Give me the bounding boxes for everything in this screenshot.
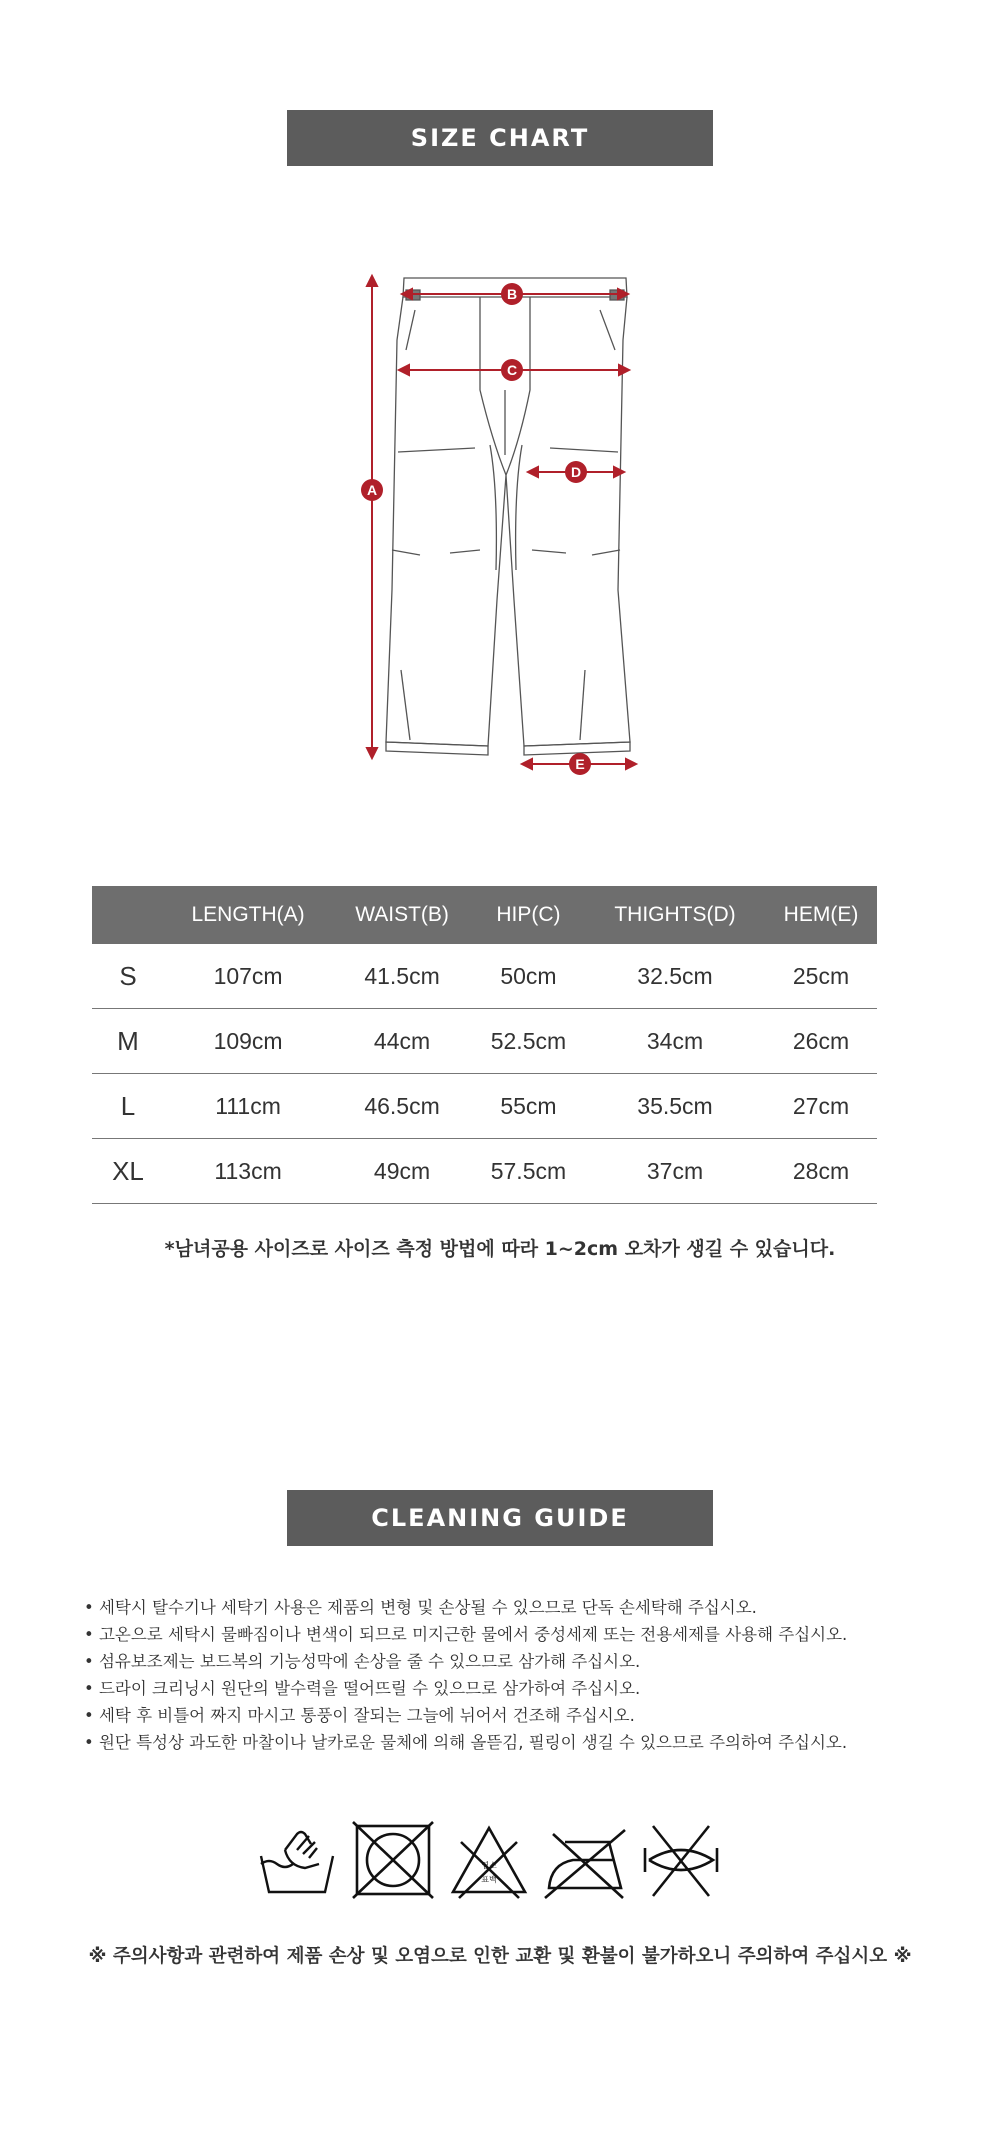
thigh-cell: 35.5cm	[585, 1074, 765, 1139]
hip-cell: 50cm	[472, 944, 585, 1009]
do-not-iron-icon	[543, 1820, 627, 1900]
diagram-label-b	[501, 283, 523, 305]
hand-wash-icon	[255, 1820, 339, 1900]
header-waist: WAIST(B)	[332, 886, 472, 944]
diagram-label-c	[501, 359, 523, 381]
hip-cell: 55cm	[472, 1074, 585, 1139]
waist-cell: 41.5cm	[332, 944, 472, 1009]
size-cell: L	[92, 1074, 164, 1139]
pants-measurement-diagram	[340, 270, 660, 780]
header-length: LENGTH(A)	[164, 886, 332, 944]
size-chart-title: SIZE CHART	[287, 110, 713, 166]
list-item: • 세탁 후 비틀어 짜지 마시고 통풍이 잘되는 그늘에 뉘어서 건조해 주십시오.	[84, 1702, 847, 1729]
length-cell: 111cm	[164, 1074, 332, 1139]
size-cell: XL	[92, 1139, 164, 1204]
svg-text:C: C	[506, 362, 518, 378]
length-cell: 109cm	[164, 1009, 332, 1074]
svg-text:D: D	[570, 464, 582, 480]
care-symbols	[255, 1820, 735, 1900]
list-item: • 섬유보조제는 보드복의 기능성막에 손상을 줄 수 있으므로 삼가해 주십시오.	[84, 1648, 847, 1675]
size-cell: M	[92, 1009, 164, 1074]
thigh-cell: 34cm	[585, 1009, 765, 1074]
length-cell: 113cm	[164, 1139, 332, 1204]
svg-text:A: A	[366, 482, 378, 498]
diagram-label-e	[569, 753, 591, 775]
footer-notice: ※ 주의사항과 관련하여 제품 손상 및 오염으로 인한 교환 및 환불이 불가하오니 주의하여 주십시오 ※	[88, 1946, 912, 1967]
table-row	[92, 1074, 877, 1139]
measurement-lines	[367, 276, 636, 769]
cleaning-guide-title: CLEANING GUIDE	[287, 1490, 713, 1546]
do-not-dry-clean-icon	[639, 1820, 723, 1900]
thigh-cell: 37cm	[585, 1139, 765, 1204]
diagram-label-d	[565, 461, 587, 483]
size-cell: S	[92, 944, 164, 1009]
table-row	[92, 1139, 877, 1204]
do-not-tumble-dry-icon	[351, 1820, 435, 1900]
pants-outline	[386, 278, 630, 755]
list-item: • 세탁시 탈수기나 세탁기 사용은 제품의 변형 및 손상될 수 있으므로 단독 손세탁해 주십시오.	[84, 1594, 847, 1621]
header-size	[92, 886, 164, 944]
header-hem: HEM(E)	[765, 886, 877, 944]
hem-cell: 28cm	[765, 1139, 877, 1204]
list-item: • 드라이 크리닝시 원단의 발수력을 떨어뜨릴 수 있으므로 삼가하여 주십시오.	[84, 1675, 847, 1702]
thigh-cell: 32.5cm	[585, 944, 765, 1009]
hip-cell: 52.5cm	[472, 1009, 585, 1074]
hem-cell: 26cm	[765, 1009, 877, 1074]
hip-cell: 57.5cm	[472, 1139, 585, 1204]
diagram-label-a	[361, 479, 383, 501]
table-row	[92, 1009, 877, 1074]
cleaning-guide-list	[84, 1594, 847, 1756]
header-thighs: THIGHTS(D)	[585, 886, 765, 944]
list-item: • 원단 특성상 과도한 마찰이나 날카로운 물체에 의해 올뜯김, 필링이 생길 수 있으므로 주의하여 주십시오.	[84, 1729, 847, 1756]
waist-cell: 49cm	[332, 1139, 472, 1204]
length-cell: 107cm	[164, 944, 332, 1009]
waist-cell: 46.5cm	[332, 1074, 472, 1139]
svg-text:E: E	[575, 756, 585, 772]
table-row	[92, 944, 877, 1009]
svg-text:표백: 표백	[481, 1875, 497, 1884]
header-hip: HIP(C)	[472, 886, 585, 944]
hem-cell: 25cm	[765, 944, 877, 1009]
svg-text:B: B	[506, 286, 518, 302]
hem-cell: 27cm	[765, 1074, 877, 1139]
waist-cell: 44cm	[332, 1009, 472, 1074]
do-not-bleach-icon	[447, 1820, 531, 1900]
size-note: *남녀공용 사이즈로 사이즈 측정 방법에 따라 1~2cm 오차가 생길 수 있습니다.	[164, 1238, 836, 1260]
svg-text:염소: 염소	[481, 1861, 497, 1870]
list-item: • 고온으로 세탁시 물빠짐이나 변색이 되므로 미지근한 물에서 중성세제 또는 전용세제를 사용해 주십시오.	[84, 1621, 847, 1648]
size-table-header	[92, 886, 877, 944]
size-table	[92, 886, 877, 1204]
